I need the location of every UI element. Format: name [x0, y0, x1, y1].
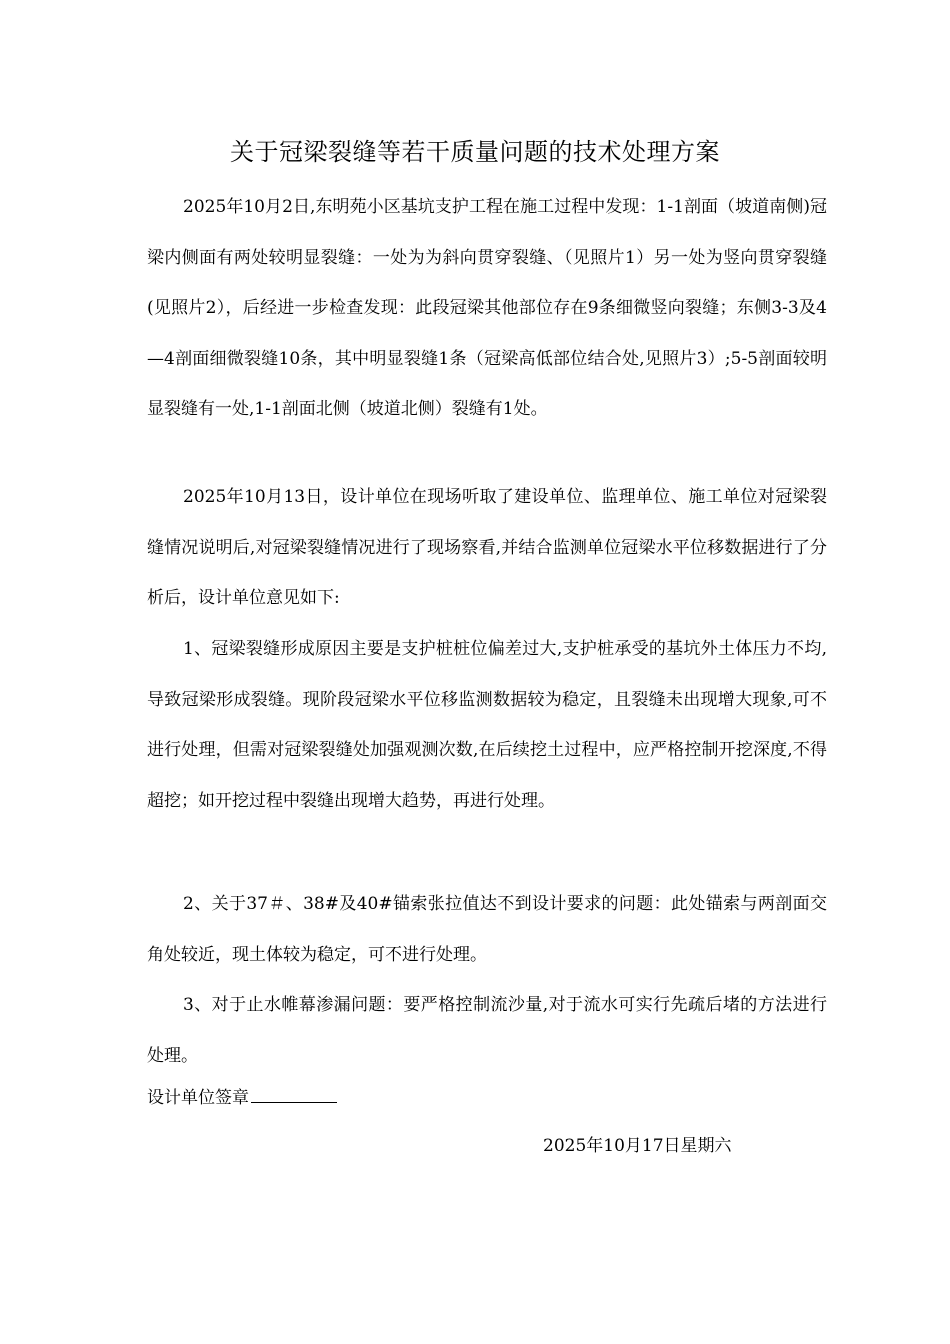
document-title: 关于冠梁裂缝等若干质量问题的技术处理方案	[230, 138, 720, 166]
paragraph-opinion-2: 2、关于37＃、38#及40#锚索张拉值达不到设计要求的问题：此处锚索与两剖面交角处较近，现土体较为稳定，可不进行处理。	[147, 894, 827, 965]
paragraph-opinion-3: 3、对于止水帷幕渗漏问题：要严格控制流沙量,对于流水可实行先疏后堵的方法进行处理。	[147, 995, 827, 1066]
paragraph-opinion-1: 1、冠梁裂缝形成原因主要是支护桩桩位偏差过大,支护桩承受的基坑外土体压力不均,导致冠梁形成裂缝。现阶段冠梁水平位移监测数据较为稳定，且裂缝未出现增大现象,可不进行处理，但需对冠梁裂缝处加强观测次数,在后续挖土过程中，应严格控制开挖深度,不得超挖；如开挖过程中裂缝出现增大趋势，再进行处理。	[147, 639, 827, 811]
paragraph-site-review: 2025年10月13日，设计单位在现场听取了建设单位、监理单位、施工单位对冠梁裂缝情况说明后,对冠梁裂缝情况进行了现场察看,并结合监测单位冠梁水平位移数据进行了分析后，设计单位意见如下:	[147, 487, 827, 608]
paragraph-discovery: 2025年10月2日,东明苑小区基坑支护工程在施工过程中发现：1-1剖面（坡道南侧)冠梁内侧面有两处较明显裂缝：一处为为斜向贯穿裂缝、（见照片1）另一处为竖向贯穿裂缝(见照片2），后经进一步检查发现：此段冠梁其他部位存在9条细微竖向裂缝；东侧3-3及4—4剖面细微裂缝10条，其中明显裂缝1条（冠梁高低部位结合处,见照片3）;5-5剖面较明显裂缝有一处,1-1剖面北侧（坡道北侧）裂缝有1处。	[147, 197, 827, 419]
signature-label: 设计单位签章	[147, 1088, 249, 1108]
signature-blank	[251, 1082, 337, 1103]
signature-line	[147, 1082, 337, 1113]
document-date: 2025年10月17日星期六	[543, 1136, 732, 1156]
